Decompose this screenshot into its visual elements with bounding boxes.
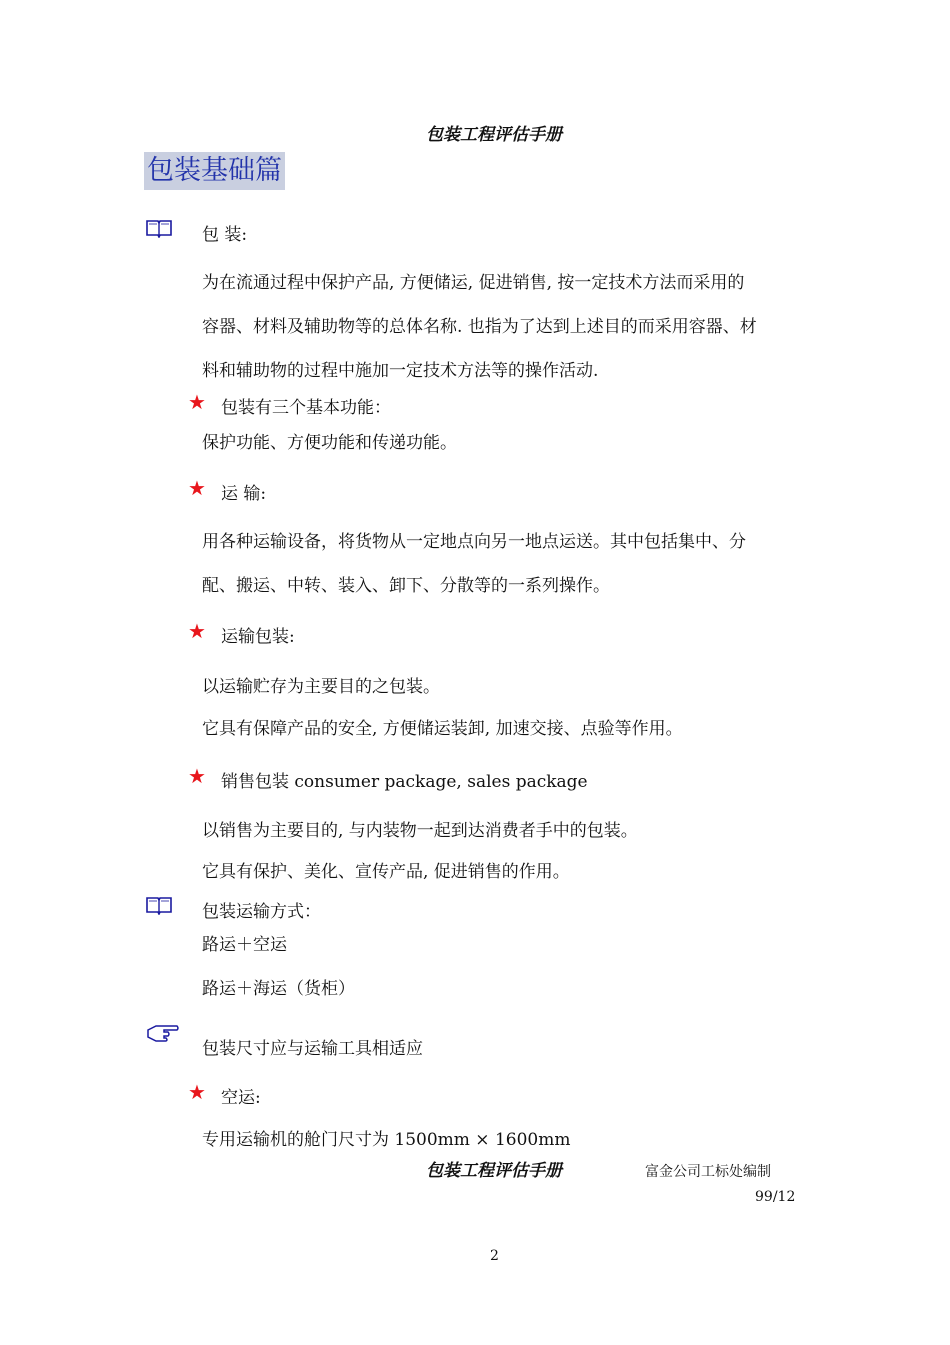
air-heading: 空运: [221, 1088, 261, 1108]
packaging-line: 容器、材料及辅助物等的总体名称. 也指为了达到上述目的而采用容器、材 [202, 317, 757, 337]
transport-packaging-line: 以运输贮存为主要目的之包装。 [202, 677, 440, 697]
pointing-hand-icon [146, 1022, 180, 1044]
section-title: 包装基础篇 [144, 152, 285, 190]
star-icon: ★ [188, 619, 206, 643]
size-note: 包装尺寸应与运输工具相适应 [202, 1039, 423, 1059]
packaging-heading: 包 装: [202, 225, 248, 245]
page-number: 2 [490, 1248, 499, 1264]
functions-text: 保护功能、方便功能和传递功能。 [202, 433, 457, 453]
packaging-line: 料和辅助物的过程中施加一定技术方法等的操作活动. [202, 361, 599, 381]
shipping-method-item: 路运＋海运（货柜） [202, 979, 355, 999]
transport-heading: 运 输: [221, 484, 267, 504]
star-icon: ★ [188, 390, 206, 414]
transport-packaging-line: 它具有保障产品的安全, 方便储运装卸, 加速交接、点验等作用。 [202, 719, 683, 739]
star-icon: ★ [188, 1080, 206, 1104]
transport-line: 用各种运输设备，将货物从一定地点向另一地点运送。其中包括集中、分 [202, 532, 746, 552]
functions-heading: 包装有三个基本功能： [221, 398, 391, 418]
footer-title: 包装工程评估手册 [426, 1161, 562, 1181]
transport-packaging-heading: 运输包装: [221, 627, 295, 647]
packaging-line: 为在流通过程中保护产品, 方便储运, 促进销售, 按一定技术方法而采用的 [202, 273, 745, 293]
star-icon: ★ [188, 764, 206, 788]
air-text: 专用运输机的舱门尺寸为 1500mm × 1600mm [202, 1130, 571, 1150]
footer-date: 99/12 [755, 1189, 796, 1205]
header-title: 包装工程评估手册 [426, 125, 562, 145]
sales-packaging-line: 它具有保护、美化、宣传产品, 促进销售的作用。 [202, 862, 570, 882]
shipping-method-item: 路运＋空运 [202, 935, 287, 955]
transport-line: 配、搬运、中转、装入、卸下、分散等的一系列操作。 [202, 576, 610, 596]
book-icon [146, 895, 172, 915]
star-icon: ★ [188, 476, 206, 500]
sales-packaging-line: 以销售为主要目的, 与内装物一起到达消费者手中的包装。 [202, 821, 638, 841]
sales-packaging-heading: 销售包装 consumer package, sales package [221, 772, 588, 792]
book-icon [146, 218, 172, 238]
footer-compiler: 富金公司工标处编制 [645, 1164, 771, 1180]
shipping-methods-heading: 包装运输方式： [202, 902, 321, 922]
